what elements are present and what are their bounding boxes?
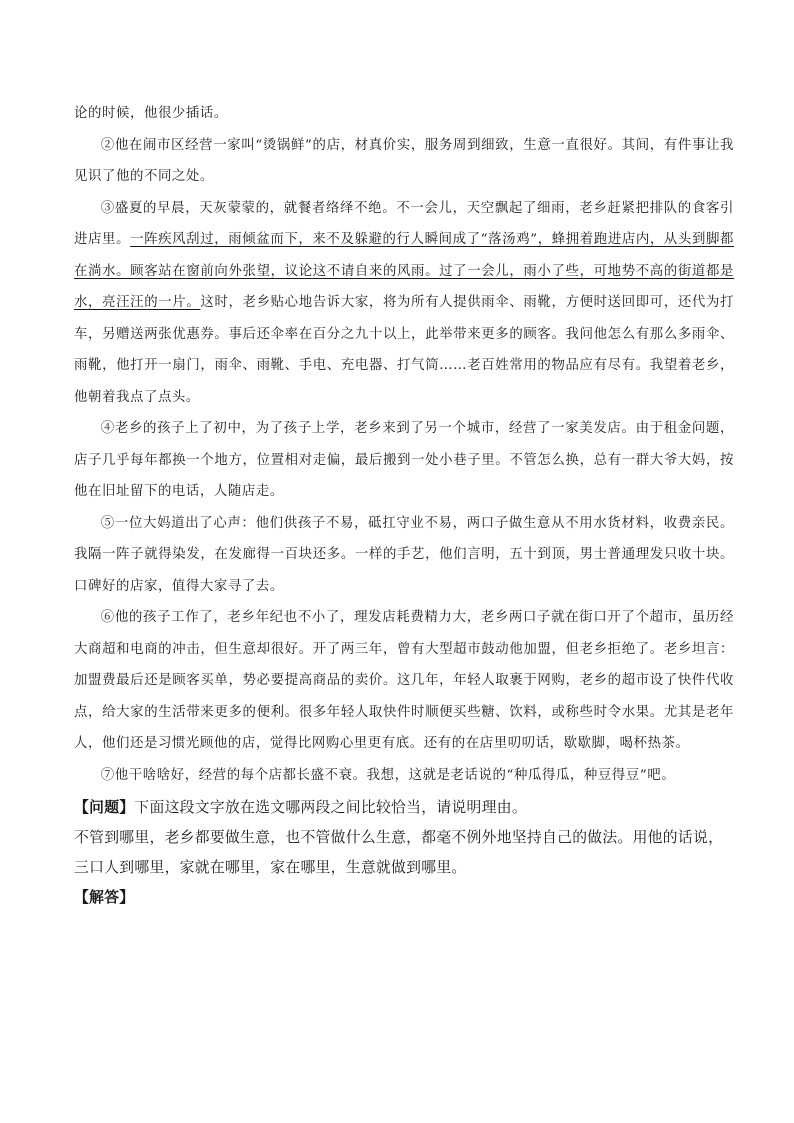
paragraph-6: ⑥他的孩子工作了，老乡年纪也不小了，理发店耗费精力大，老乡两口子就在街口开了个超市，虽历经大商超和电商的冲击，但生意却很好。开了两三年，曾有大型超市鼓动他加盟，但老乡拒绝了。老乡坦言：加盟费最后还是顾客买单，势必要提高商品的卖价。这几年，年轻人取裹于网购，老乡的超市设了快件代收点，给大家的生活带来更多的便利。很多年轻人取快件时顺便买些糖、饮料，或称些时令水果。尤其是老年人，他们还是习惯光顾他的店，觉得比网购心里更有底。还有的在店里叨叨话，歇歇脚，喝杯热茶。: [74, 610, 734, 751]
paragraph-2: ②他在闹市区经营一家叫“烫锅鲜”的店，材真价实，服务周到细致，生意一直很好。其间，有件事让我见识了他的不同之处。: [74, 137, 734, 184]
paragraph-3: [74, 193, 734, 414]
underlined-sentence: 一阵疾风刮过，雨倾盆而下，来不及躲避的行人瞬间成了“落汤鸡”，蜂拥着跑进店内，从头到脚都在淌水。顾客站在窗前向外张望，议论这不请自来的风雨。过了一会儿，雨小了些，可地势不高的街道都是水，亮汪汪的一片。: [74, 232, 734, 310]
paragraph-1-tail: 论的时候，他很少插话。: [74, 106, 228, 121]
question-excerpt: 不管到哪里，老乡都要做生意，也不管做什么生意，都毫不例外地坚持自己的做法。用他的话说，三口人到哪里，家就在哪里，家在哪里，生意就做到哪里。: [74, 829, 724, 876]
question: [74, 793, 734, 823]
paragraph-5: ⑤一位大妈道出了心声：他们供孩子不易，砥扛守业不易，两口子做生意从不用水货材料，收费亲民。我隔一阵子就得染发，在发廊得一百块还多。一样的手艺，他们言明，五十到顶，男士普通理发只收十块。口碑好的店家，值得大家寻了去。: [74, 515, 734, 594]
paragraph-3-rest: 这时，老乡贴心地告诉大家，将为所有人提供雨伞、雨靴，方便时送回即可，还代为打车，另赠送两张优惠券。事后还伞率在百分之九十以上，此举带来更多的顾客。我问他怎么有那么多雨伞、雨靴，他打开一扇门，雨伞、雨靴、手电、充电器、打气筒……老百姓常用的物品应有尽有。我望着老乡，他朝着我点了点头。: [74, 295, 735, 405]
answer-tag: 【解答】: [74, 889, 135, 906]
question-text: 下面这段文字放在选文哪两段之间比较恰当，请说明理由。: [134, 799, 527, 816]
paragraph-7: ⑦他干啥啥好，经营的每个店都长盛不衰。我想，这就是老话说的“种瓜得瓜，种豆得豆”吧。: [100, 767, 676, 783]
passage: [74, 98, 734, 913]
paragraph-3-intro: ③盛夏的早晨，天灰蒙蒙的，就餐者络绎不绝。不一会儿，天空飘起了细雨，老乡赶紧把排队的食客引进店里。: [74, 200, 734, 247]
question-tag: 【问题】: [74, 799, 135, 816]
paragraph-4: ④老乡的孩子上了初中，为了孩子上学，老乡来到了另一个城市，经营了一家美发店。由于租金问题，店子几乎每年都换一个地方，位置相对走偏，最后搬到一处小巷子里。不管怎么换，总有一群大爷大妈，按他在旧址留下的电话，人随店走。: [74, 421, 734, 499]
